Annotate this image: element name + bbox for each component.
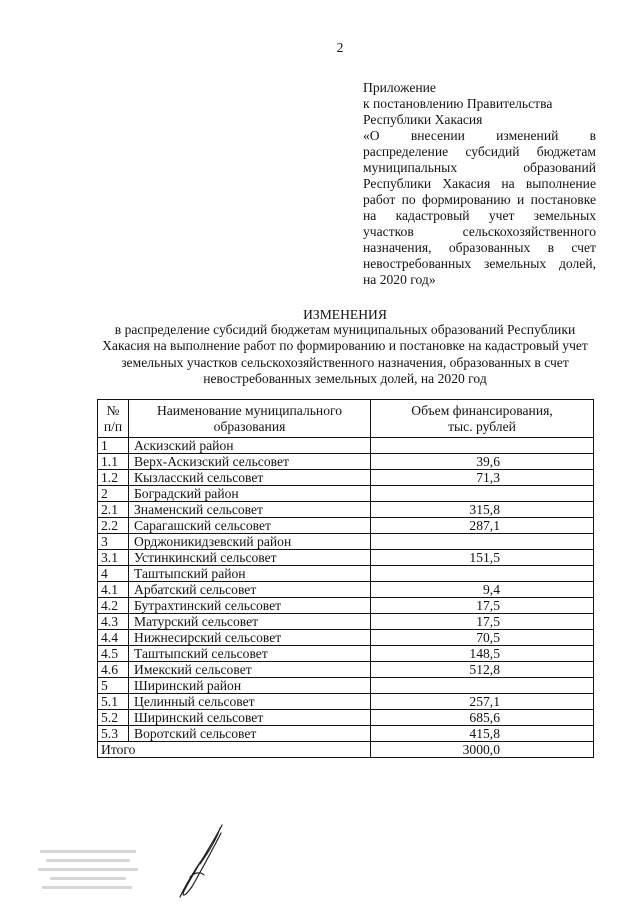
row-number: 2.2 (98, 518, 129, 534)
stamp-line (46, 859, 130, 862)
table-header-row (98, 400, 594, 438)
row-number: 5 (98, 678, 129, 694)
row-number: 4.6 (98, 662, 129, 678)
subtitle-line: невостребованных земельных долей, на 2020 год (203, 370, 487, 386)
document-title: ИЗМЕНЕНИЯ (303, 307, 387, 322)
stamp-line (50, 877, 126, 880)
row-number: 4.1 (98, 582, 129, 598)
table-row (98, 598, 594, 614)
header-number-line: № (106, 402, 120, 418)
page-number: 2 (336, 40, 344, 55)
row-municipality-name: Ширинский сельсовет (129, 710, 371, 726)
table-row (98, 534, 594, 550)
appendix-quote-line: назначения, образованных в счет (363, 240, 596, 255)
row-municipality-name: Нижнесирский сельсовет (129, 630, 371, 646)
appendix-quote-line: невостребованных земельных долей, (363, 256, 596, 271)
allocation-table (97, 399, 594, 758)
row-municipality-name: Таштыпский район (129, 566, 371, 582)
table-row (98, 614, 594, 630)
appendix-quote-line: на 2020 год» (363, 272, 436, 287)
row-amount (371, 678, 594, 694)
row-amount: 70,5 (371, 630, 594, 646)
row-amount: 257,1 (371, 694, 594, 710)
row-number: 3.1 (98, 550, 129, 566)
appendix-quote-line: участков сельскохозяйственного (363, 224, 596, 239)
row-amount: 17,5 (371, 598, 594, 614)
stamp-line (42, 886, 132, 889)
row-amount: 512,8 (371, 662, 594, 678)
table-row (98, 710, 594, 726)
table-row (98, 518, 594, 534)
appendix-line: Республики Хакасия (363, 112, 483, 127)
signature (150, 815, 250, 903)
appendix-quote-line: распределение субсидий бюджетам (363, 144, 596, 159)
stamp-line (38, 868, 138, 871)
row-municipality-name: Знаменский сельсовет (129, 502, 371, 518)
row-municipality-name: Верх-Аскизский сельсовет (129, 454, 371, 470)
table-row (98, 694, 594, 710)
table-row (98, 566, 594, 582)
row-number: 4.5 (98, 646, 129, 662)
row-number: 1.1 (98, 454, 129, 470)
row-amount: 9,4 (371, 582, 594, 598)
stamp-mark (36, 846, 144, 892)
table-row (98, 470, 594, 486)
row-number: 5.1 (98, 694, 129, 710)
appendix-quote-line: Республики Хакасия на выполнение (363, 176, 596, 191)
table-row (98, 678, 594, 694)
row-number: 2 (98, 486, 129, 502)
header-number (98, 400, 129, 438)
row-amount: 17,5 (371, 614, 594, 630)
row-amount (371, 486, 594, 502)
row-amount: 415,8 (371, 726, 594, 742)
row-number: 4.4 (98, 630, 129, 646)
row-number: 1.2 (98, 470, 129, 486)
subtitle-line: Хакасия на выполнение работ по формированию и постановке на кадастровый учет (102, 338, 588, 354)
stamp-line (40, 850, 136, 853)
table-row (98, 646, 594, 662)
table-row (98, 502, 594, 518)
row-municipality-name: Бутрахтинский сельсовет (129, 598, 371, 614)
row-number: 4.2 (98, 598, 129, 614)
row-number: 5.2 (98, 710, 129, 726)
total-amount: 3000,0 (371, 742, 594, 758)
row-municipality-name: Воротский сельсовет (129, 726, 371, 742)
appendix-quote-line: муниципальных образований (363, 160, 596, 175)
row-number: 1 (98, 438, 129, 454)
row-amount: 151,5 (371, 550, 594, 566)
header-amount-line: тыс. рублей (448, 418, 516, 434)
row-number: 5.3 (98, 726, 129, 742)
row-amount: 287,1 (371, 518, 594, 534)
row-amount: 148,5 (371, 646, 594, 662)
row-amount (371, 534, 594, 550)
row-municipality-name: Аскизский район (129, 438, 371, 454)
row-number: 4.3 (98, 614, 129, 630)
row-number: 3 (98, 534, 129, 550)
table-row (98, 454, 594, 470)
row-number: 4 (98, 566, 129, 582)
table-row (98, 662, 594, 678)
row-municipality-name: Таштыпский сельсовет (129, 646, 371, 662)
header-amount (371, 400, 594, 438)
table-row (98, 550, 594, 566)
header-amount-line: Объем финансирования, (411, 402, 553, 418)
row-municipality-name: Кызласский сельсовет (129, 470, 371, 486)
row-amount: 39,6 (371, 454, 594, 470)
appendix-line: Приложение (363, 80, 436, 95)
table-row (98, 630, 594, 646)
row-amount: 315,8 (371, 502, 594, 518)
header-name (129, 400, 371, 438)
appendix-line: к постановлению Правительства (363, 96, 553, 111)
table-total-row (98, 742, 594, 758)
subtitle-line: в распределение субсидий бюджетам муниципальных образований Республики (114, 322, 576, 337)
row-amount (371, 438, 594, 454)
row-number: 2.1 (98, 502, 129, 518)
row-amount (371, 566, 594, 582)
table-row (98, 726, 594, 742)
total-label: Итого (98, 742, 371, 758)
header-name-line: Наименование муниципального (156, 402, 343, 418)
appendix-quote-line: на кадастровый учет земельных (363, 208, 596, 223)
row-municipality-name: Устинкинский сельсовет (129, 550, 371, 566)
appendix-quote-line: «О внесении изменений в (363, 128, 596, 143)
table-row (98, 438, 594, 454)
row-municipality-name: Матурский сельсовет (129, 614, 371, 630)
appendix-header (363, 80, 596, 288)
row-amount: 71,3 (371, 470, 594, 486)
appendix-quote-line: работ по формированию и постановке (363, 192, 596, 207)
table-body (98, 438, 594, 742)
subtitle-line: земельных участков сельскохозяйственного назначения, образованных в счет (121, 354, 569, 370)
table-row (98, 582, 594, 598)
header-name-line: образования (213, 418, 286, 434)
row-municipality-name: Боградский район (129, 486, 371, 502)
row-municipality-name: Целинный сельсовет (129, 694, 371, 710)
row-municipality-name: Арбатский сельсовет (129, 582, 371, 598)
row-municipality-name: Сарагашский сельсовет (129, 518, 371, 534)
row-municipality-name: Орджоникидзевский район (129, 534, 371, 550)
row-municipality-name: Имекский сельсовет (129, 662, 371, 678)
document-subtitle (95, 322, 595, 387)
row-municipality-name: Ширинский район (129, 678, 371, 694)
row-amount: 685,6 (371, 710, 594, 726)
header-number-line: п/п (103, 418, 123, 434)
table-row (98, 486, 594, 502)
